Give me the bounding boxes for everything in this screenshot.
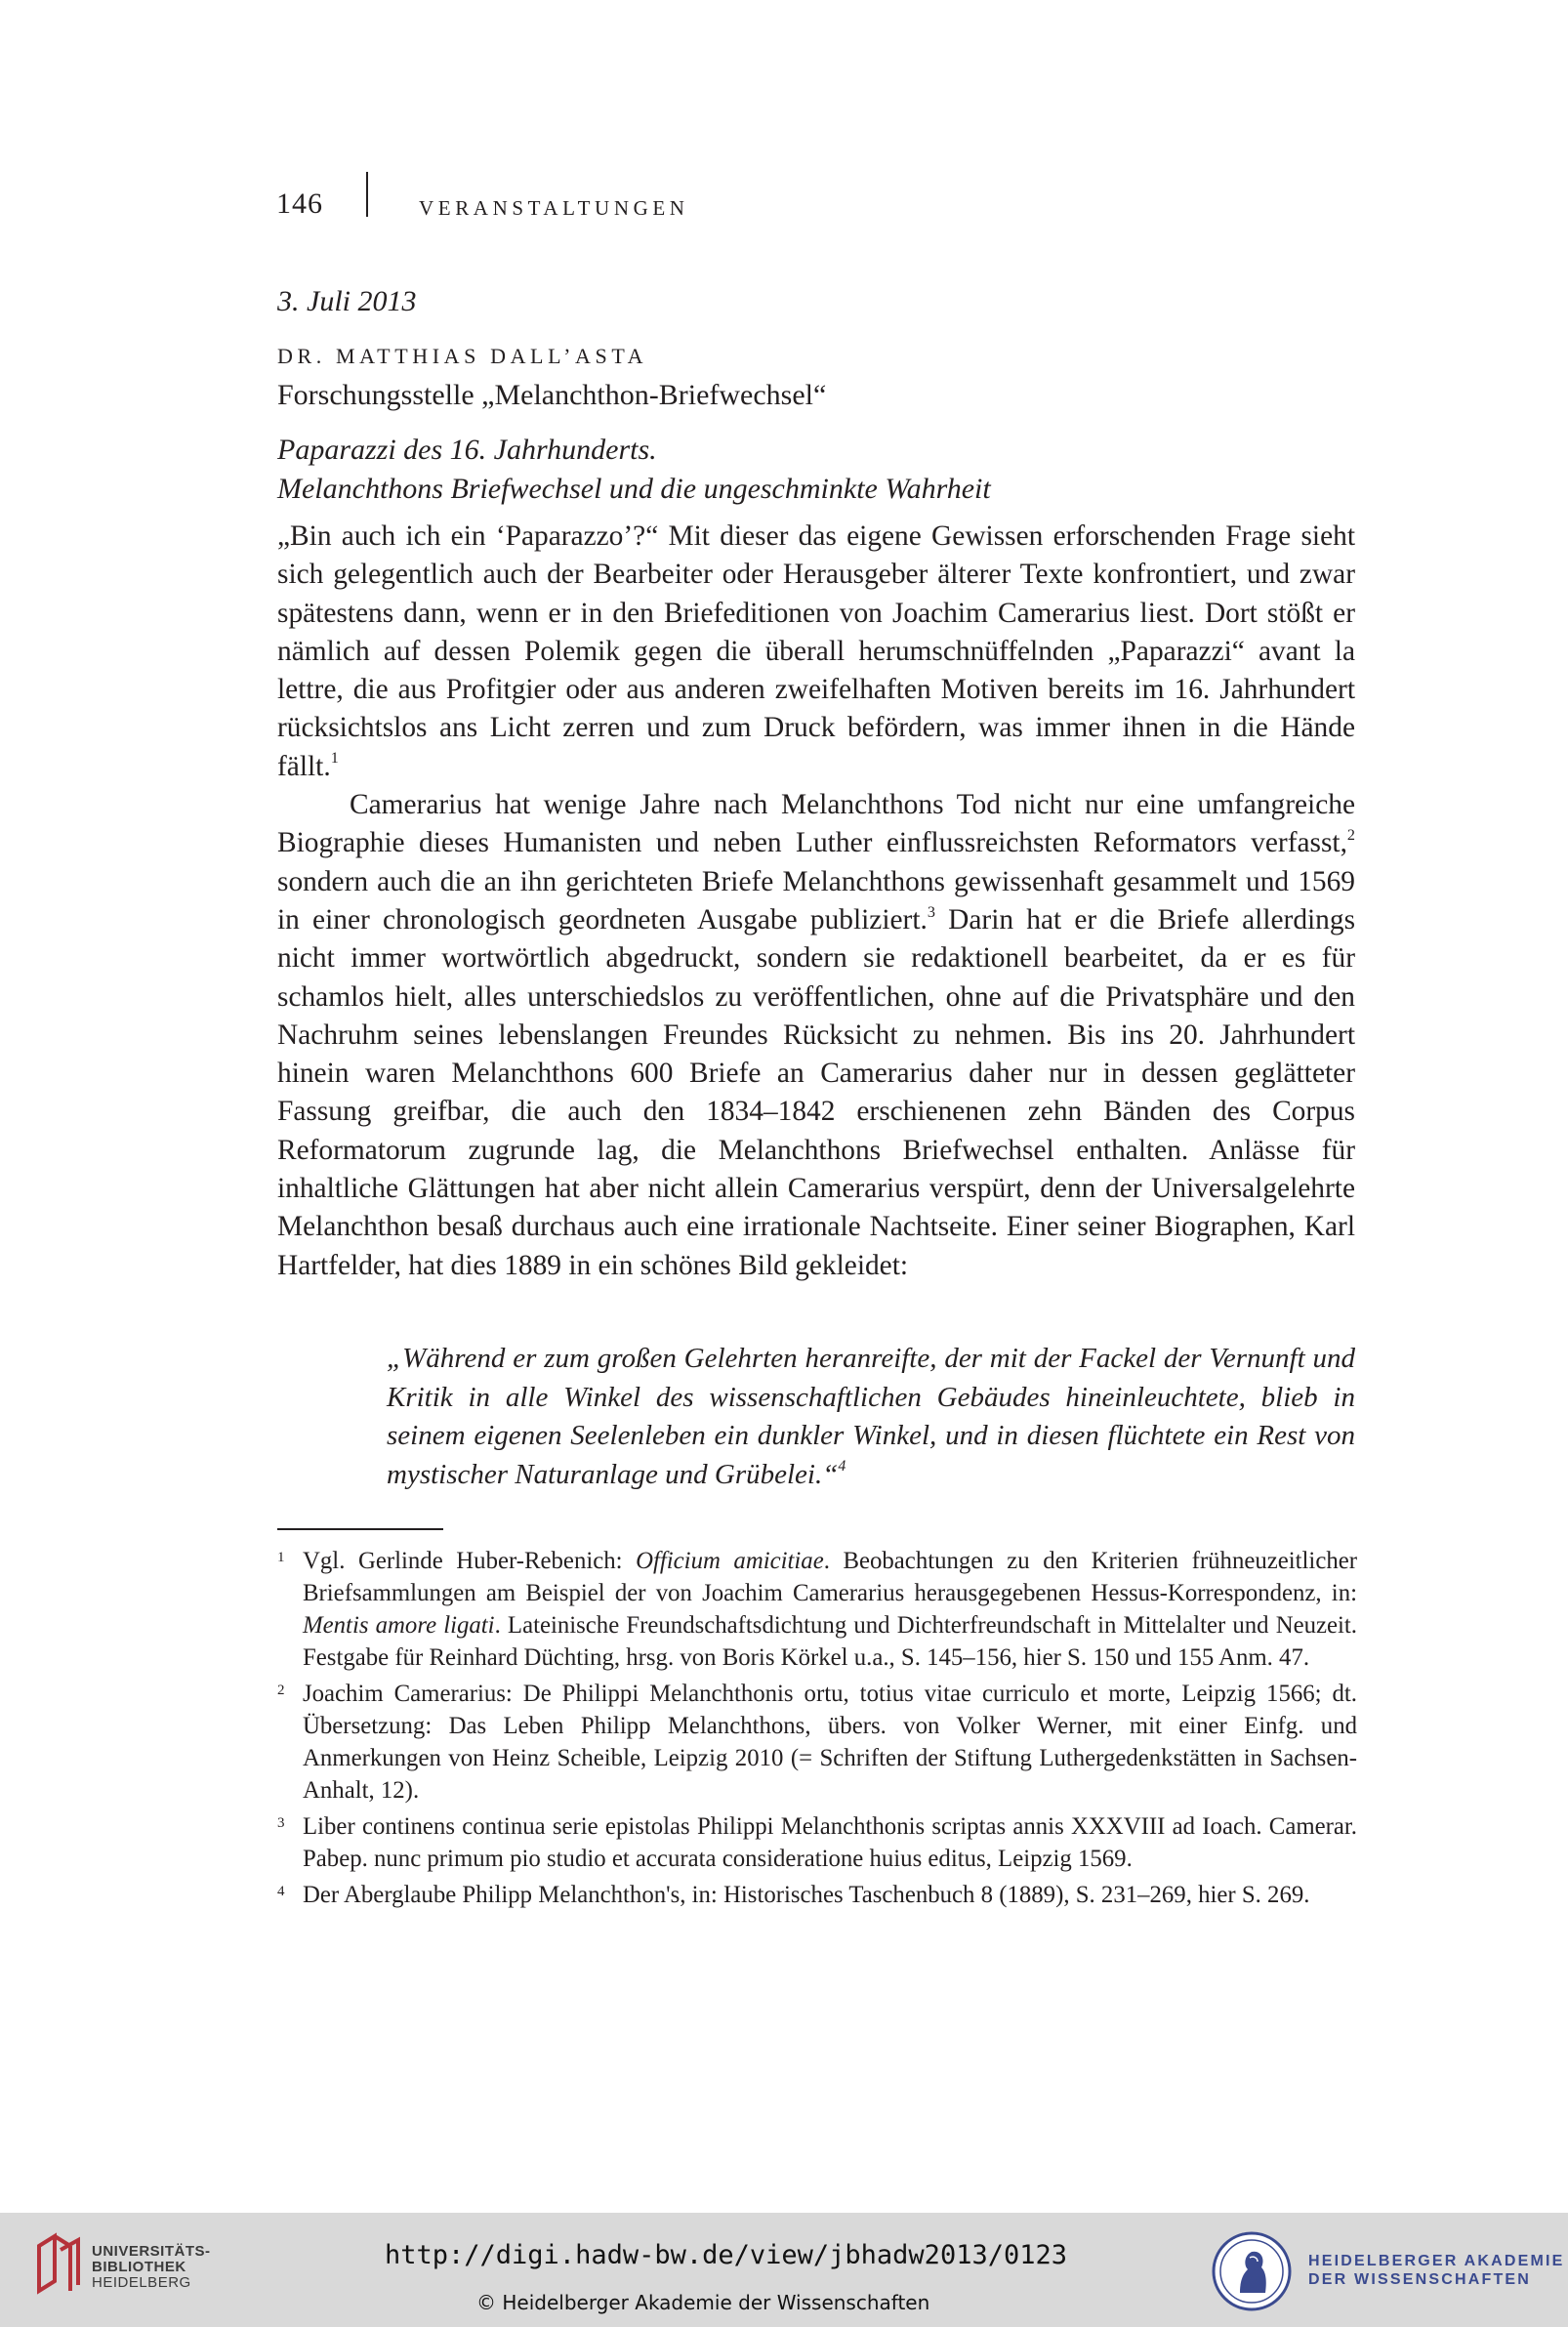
section-title: VERANSTALTUNGEN xyxy=(419,196,689,220)
permalink-url[interactable]: http://digi.hadw-bw.de/view/jbhadw2013/0123 xyxy=(385,2240,1067,2270)
footnote-1-text-a: Vgl. Gerlinde Huber-Rebenich: xyxy=(303,1548,637,1574)
header-divider xyxy=(366,172,368,217)
footnote-2 xyxy=(277,1678,1357,1807)
lecture-title-line2: Melanchthons Briefwechsel und die ungeschminkte Wahrheit xyxy=(277,473,991,505)
ub-line-2: BIBLIOTHEK xyxy=(92,2259,186,2275)
footnote-3 xyxy=(277,1810,1357,1875)
footnote-ref-1[interactable]: 1 xyxy=(330,750,339,768)
footnote-3-text: Liber continens continua serie epistolas Philippi Melanchthonis scriptas annis XXXVIII ad Ioach. Camerar. Pabep. nunc primum pio studio et accurata consideratione huius editus, Leipzig 1569. xyxy=(303,1813,1357,1872)
footnote-2-text: Joachim Camerarius: De Philippi Melanchthonis ortu, totius vitae curriculo et morte, Leipzig 1566; dt. Übersetzung: Das Leben Philipp Melanchthons, übers. von Volker Werner, mit einer Einfg. und Anmerkungen von Heinz Scheible, Leipzig 2010 (= Schriften der Stiftung Luthergedenkstätten in Sachsen-Anhalt, 12). xyxy=(303,1681,1357,1804)
paragraph-2-text-c: Darin hat er die Briefe allerdings nicht immer wortwörtlich abgedruckt, sondern sie redaktionell bearbeitet, da er es für schamlos hielt, alles unterschiedslos zu veröffentlichen, ohne auf die Privatsphäre und den Nachruhm seines lebenslangen Freundes Rücksicht zu nehmen. Bis ins 20. Jahrhundert hinein waren Melanchthons 600 Briefe an Camerarius daher nur in dessen geglätteter Fassung greifbar, die auch den 1834–1842 erschienenen zehn Bänden des Corpus Reformatorum zugrunde lag, die Melanchthons Briefwechsel enthalten. Anlässe für inhaltliche Glättungen hat aber nicht allein Camerarius verspürt, denn der Universalgelehrte Melanchthon besaß durchaus auch eine irrationale Nachtseite. Einer seiner Biographen, Karl Hartfelder, hat dies 1889 in ein schönes Bild gekleidet: xyxy=(277,903,1356,1281)
footnote-1-work-italic: Mentis amore ligati xyxy=(303,1612,495,1639)
event-date: 3. Juli 2013 xyxy=(277,285,417,317)
quote-text: „Während er zum großen Gelehrten heranreifte, der mit der Fackel der Vernunft und Kritik in alle Winkel des wissenschaftlichen Gebäudes hineinleuchtete, blieb in seinem eigenen Seelenleben ein dunkler Winkel, und in diesen flüchtete ein Rest von mystischer Naturanlage und Grübelei.“ xyxy=(387,1343,1355,1490)
speaker-institution: Forschungsstelle „Melanchthon-Briefwechsel“ xyxy=(277,379,827,411)
footnote-1 xyxy=(277,1545,1357,1674)
footnote-4 xyxy=(277,1879,1357,1911)
footnote-4-text: Der Aberglaube Philipp Melanchthon's, in: Historisches Taschenbuch 8 (1889), S. 231–269, hier S. 269. xyxy=(303,1882,1310,1908)
university-library-name[interactable] xyxy=(92,2244,211,2291)
footnote-1-text-b: . Beobachtungen zu den Kriterien frühneuzeitlicher Briefsammlungen am Beispiel der von Joachim Camerarius herausgegebenen Hessus-Korrespondenz, in: xyxy=(303,1548,1357,1606)
ak-line-2: DER WISSENSCHAFTEN xyxy=(1308,2271,1532,2288)
university-library-logo-icon[interactable] xyxy=(31,2232,86,2295)
footer-bar xyxy=(0,2213,1568,2327)
footnote-ref-3[interactable]: 3 xyxy=(927,903,935,921)
footnote-ref-2[interactable]: 2 xyxy=(1346,826,1355,844)
footnote-number: 2 xyxy=(277,1683,285,1698)
ub-line-3: HEIDELBERG xyxy=(92,2274,191,2291)
page-number: 146 xyxy=(276,187,323,220)
footnote-1-text-c: . Lateinische Freundschaftsdichtung und Dichterfreundschaft in Mittelalter und Neuzeit. Festgabe für Reinhard Düchting, hrsg. von Boris Körkel u.a., S. 145–156, hier S. 150 und 155 Anm. 47. xyxy=(303,1612,1357,1671)
ub-line-1: UNIVERSITÄTS- xyxy=(92,2243,211,2260)
footnote-number: 3 xyxy=(277,1815,285,1831)
academy-name[interactable] xyxy=(1308,2252,1565,2289)
body-text xyxy=(277,518,1355,1285)
footnote-divider xyxy=(277,1528,443,1530)
copyright-notice: © Heidelberger Akademie der Wissenschaften xyxy=(476,2291,930,2314)
footnote-number: 4 xyxy=(277,1884,285,1899)
footnote-number: 1 xyxy=(277,1550,285,1565)
academy-seal-icon[interactable] xyxy=(1211,2230,1293,2312)
paragraph-2-text-b: sondern auch die an ihn gerichteten Briefe Melanchthons gewissenhaft gesammelt und 1569 in einer chronologisch geordneten Ausgabe publiziert. xyxy=(277,865,1355,935)
paragraph-1-text: „Bin auch ich ein ‘Paparazzo’?“ Mit dieser das eigene Gewissen erforschenden Frage sieht sich gelegentlich auch der Bearbeiter oder Herausgeber älterer Texte konfrontiert, und zwar spätestens dann, wenn er in den Briefeditionen von Joachim Camerarius liest. Dort stößt er nämlich auf dessen Polemik gegen die überall herumschnüffelnden „Paparazzi“ avant la lettre, die aus Profitgier oder aus anderen zweifelhaften Motiven bereits im 16. Jahrhundert rücksichtslos ans Licht zerren und zum Druck befördern, was immer ihnen in die Hände fällt. xyxy=(277,520,1355,782)
paragraph-1 xyxy=(277,518,1355,786)
ak-line-1: HEIDELBERGER AKADEMIE xyxy=(1308,2253,1565,2269)
footnotes xyxy=(277,1545,1357,1915)
footnote-ref-4[interactable]: 4 xyxy=(838,1458,846,1475)
speaker-name: DR. MATTHIAS DALL’ASTA xyxy=(277,344,648,368)
lecture-title-line1: Paparazzi des 16. Jahrhunderts. xyxy=(277,434,657,466)
block-quote xyxy=(387,1340,1355,1494)
paragraph-2-text-a: Camerarius hat wenige Jahre nach Melanchthons Tod nicht nur eine umfangreiche Biographie dieses Humanisten und neben Luther einflussreichsten Reformators verfasst, xyxy=(277,789,1355,859)
footnote-1-title-italic: Officium amicitiae xyxy=(636,1548,824,1574)
paragraph-2 xyxy=(277,786,1355,1285)
